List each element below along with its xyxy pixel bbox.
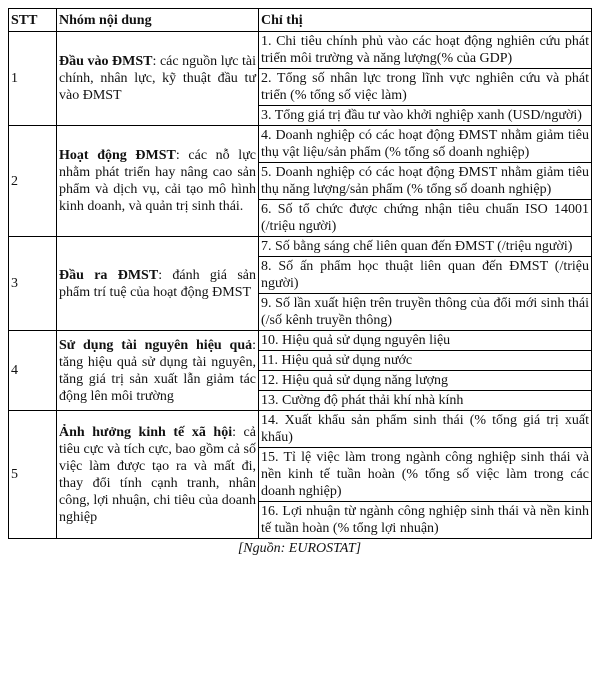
indicator-cell: 12. Hiệu quả sử dụng năng lượng: [259, 371, 592, 391]
row-stt: 5: [9, 411, 57, 539]
row-group: [57, 411, 259, 539]
group-name: Đầu ra ĐMST: [59, 267, 159, 283]
group-name: Hoạt động ĐMST: [59, 148, 176, 163]
group-description: : đánh giá sản phẩm trí tuệ của hoạt động ĐMST: [59, 267, 256, 300]
indicator-cell: 8. Số ấn phẩm học thuật liên quan đến ĐMST (/triệu người): [259, 257, 592, 294]
table-row: [9, 411, 592, 448]
header-group: Nhóm nội dung: [57, 9, 259, 32]
row-stt: 1: [9, 32, 57, 126]
row-group: [57, 331, 259, 411]
indicator-cell: 16. Lợi nhuận từ ngành công nghiệp sinh thái và nền kinh tế tuần hoàn (% tổng lợi nhuận): [259, 502, 592, 539]
group-description: : tăng hiệu quả sử dụng tài nguyên, tăng giá trị sản xuất lẫn giảm tác động lên môi trường: [59, 337, 256, 404]
row-group: [57, 126, 259, 237]
table-row: [9, 331, 592, 351]
header-stt: STT: [9, 9, 57, 32]
indicator-cell: 15. Tỉ lệ việc làm trong ngành công nghiệp sinh thái và nền kinh tế tuần hoàn (% tổng số việc làm trong các doanh nghiệp): [259, 448, 592, 502]
row-stt: 2: [9, 126, 57, 237]
indicator-cell: 2. Tổng số nhân lực trong lĩnh vực nghiên cứu và phát triển (% tổng số việc làm): [259, 69, 592, 106]
indicator-table: [8, 8, 592, 539]
indicator-cell: 11. Hiệu quả sử dụng nước: [259, 351, 592, 371]
table-header-row: [9, 9, 592, 32]
row-stt: 4: [9, 331, 57, 411]
group-name: Sử dụng tài nguyên hiệu quả: [59, 337, 253, 353]
source-note: [Nguồn: EUROSTAT]: [237, 541, 362, 556]
indicator-cell: 5. Doanh nghiệp có các hoạt động ĐMST nhằm giảm tiêu thụ năng lượng/sản phẩm (% tổng số doanh nghiệp): [259, 163, 592, 200]
table-body: [9, 32, 592, 539]
row-group: [57, 237, 259, 331]
group-name: Ảnh hưởng kinh tế xã hội: [59, 424, 233, 440]
indicator-cell: 14. Xuất khẩu sản phẩm sinh thái (% tổng giá trị xuất khẩu): [259, 411, 592, 448]
indicator-cell: 10. Hiệu quả sử dụng nguyên liệu: [259, 331, 592, 351]
indicator-cell: 7. Số bằng sáng chế liên quan đến ĐMST (/triệu người): [259, 237, 592, 257]
row-group: [57, 32, 259, 126]
group-name: Đầu vào ĐMST: [59, 54, 153, 69]
indicator-cell: 6. Số tổ chức được chứng nhận tiêu chuẩn ISO 14001 (/triệu người): [259, 200, 592, 237]
group-description: : cả tiêu cực và tích cực, bao gồm cả số việc làm được tạo ra và mất đi, thay đổi tính cạnh tranh, nhân công, lợi nhuận, chi tiêu của doanh nghiệp: [59, 424, 256, 525]
indicator-cell: 4. Doanh nghiệp có các hoạt động ĐMST nhằm giảm tiêu thụ vật liệu/sản phẩm (% tổng số doanh nghiệp): [259, 126, 592, 163]
table-row: [9, 32, 592, 69]
indicator-cell: 9. Số lần xuất hiện trên truyền thông của đổi mới sinh thái (/số kênh truyền thông): [259, 294, 592, 331]
row-stt: 3: [9, 237, 57, 331]
indicator-cell: 1. Chi tiêu chính phủ vào các hoạt động nghiên cứu phát triển môi trường và năng lượng(% của GDP): [259, 32, 592, 69]
table-row: [9, 126, 592, 163]
table-row: [9, 237, 592, 257]
header-indicator: Chỉ thị: [259, 9, 592, 32]
group-description: : các nỗ lực nhằm phát triển hay nâng cao sản phẩm và dịch vụ, cải tạo mô hình kinh doanh, và quản trị sinh thái.: [59, 148, 256, 214]
indicator-cell: 13. Cường độ phát thải khí nhà kính: [259, 391, 592, 411]
indicator-cell: 3. Tổng giá trị đầu tư vào khởi nghiệp xanh (USD/người): [259, 106, 592, 126]
group-description: : các nguồn lực tài chính, nhân lực, kỹ thuật đầu tư vào ĐMST: [59, 54, 256, 103]
